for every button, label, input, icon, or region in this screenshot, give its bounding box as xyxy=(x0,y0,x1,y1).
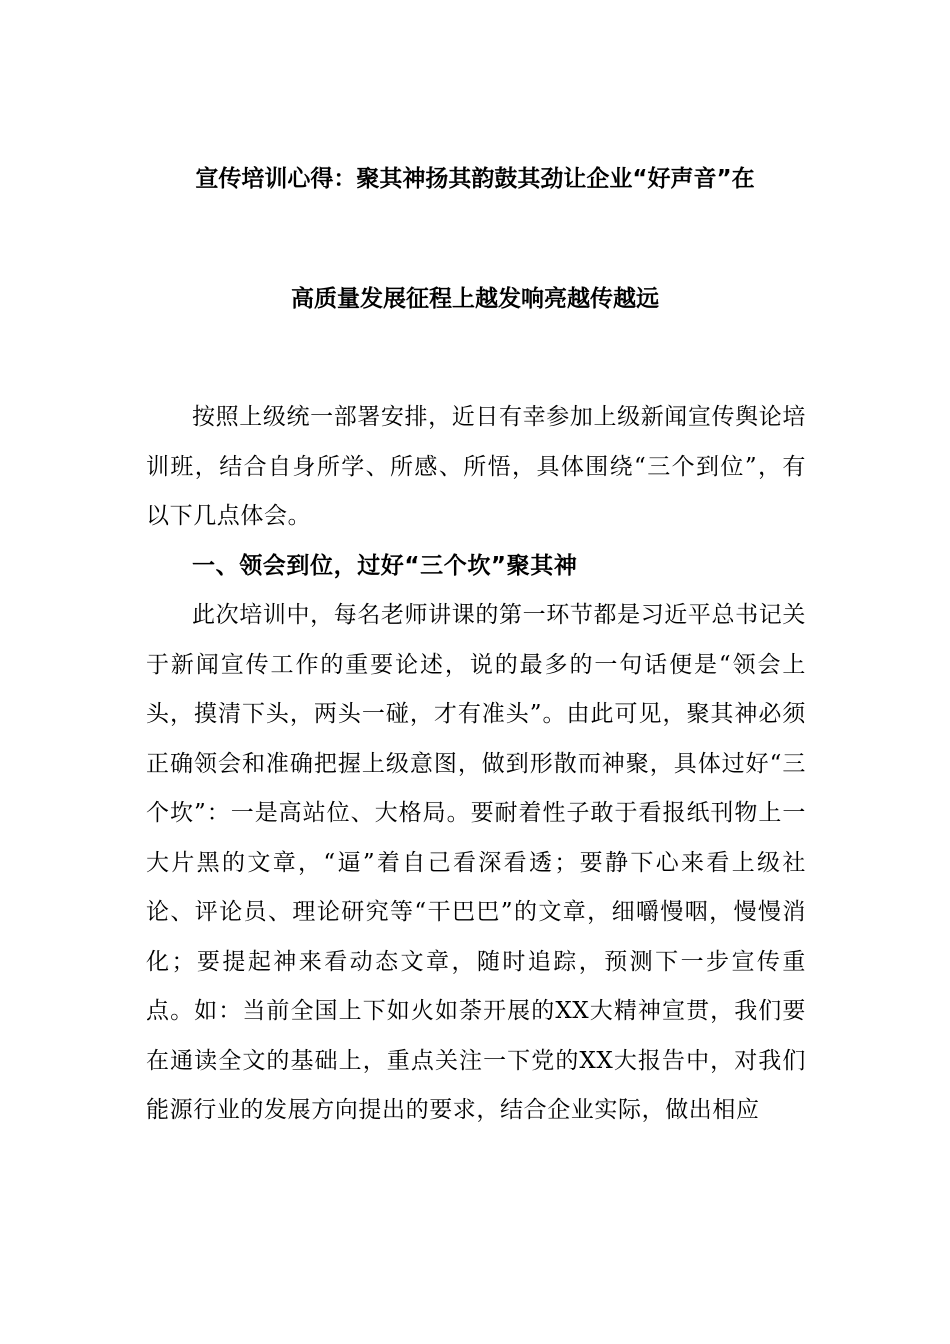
section-1-paragraph: 此次培训中，每名老师讲课的第一环节都是习近平总书记关于新闻宣传工作的重要论述，说的最多的一句话便是“领会上头，摸清下头，两头一碰，才有准头”。由此可见，聚其神必须正确领会和准确把握上级意图，做到形散而神聚，具体过好“三个坎”：一是高站位、大格局。要耐着性子敢于看报纸刊物上一大片黑的文章，“逼”着自己看深看透；要静下心来看上级社论、评论员、理论研究等“干巴巴”的文章，细嚼慢咽，慢慢消化；要提起神来看动态文章，随时追踪，预测下一步宣传重点。如：当前全国上下如火如荼开展的XX大精神宣贯，我们要在通读全文的基础上，重点关注一下党的XX大报告中，对我们能源行业的发展方向提出的要求，结合企业实际，做出相应 xyxy=(146,602,806,1123)
intro-paragraph: 按照上级统一部署安排，近日有幸参加上级新闻宣传舆论培训班，结合自身所学、所感、所悟，具体围绕“三个到位”，有以下几点体会。 xyxy=(146,404,806,529)
document-title-line-1: 宣传培训心得：聚其神扬其韵鼓其劲让企业“好声音”在 xyxy=(195,166,755,192)
document-body xyxy=(146,393,806,1136)
section-1-heading: 一、领会到位，过好“三个坎”聚其神 xyxy=(192,552,578,579)
document-title-line-2: 高质量发展征程上越发响亮越传越远 xyxy=(291,286,659,312)
